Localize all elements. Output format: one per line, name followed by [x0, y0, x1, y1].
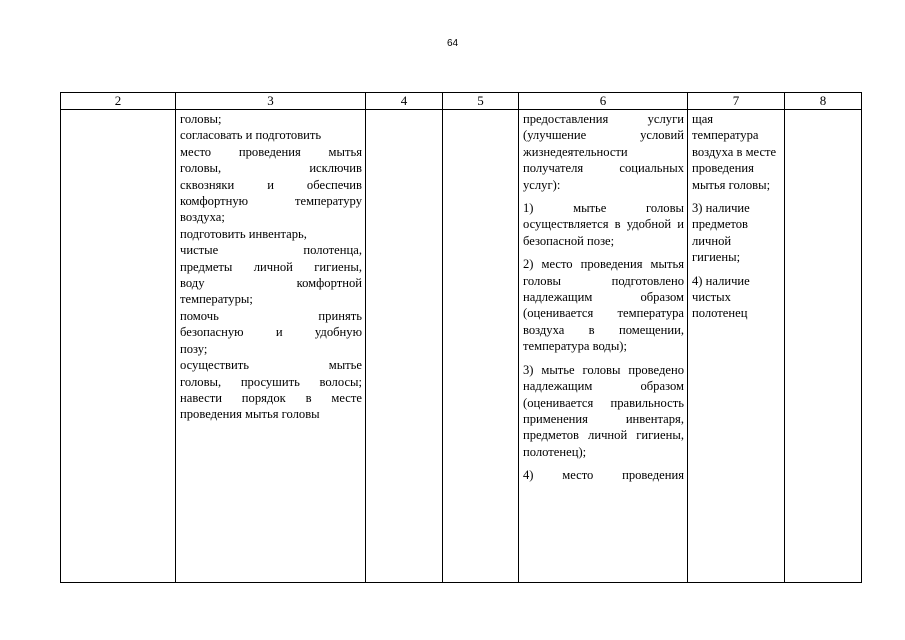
text-line: безопасную и удобную: [180, 325, 362, 340]
paragraph: 3) мытье головы проведено надлежащим образом (оценивается правильность применения инвентаря, предметов личной гигиены, полотенец);: [523, 362, 684, 459]
cell-col5: [443, 110, 519, 583]
column-header-7: 7: [688, 93, 785, 110]
column-header-5: 5: [443, 93, 519, 110]
column-header-6: 6: [519, 93, 688, 110]
cell-col4: [366, 110, 443, 583]
text-line: помочь принять: [180, 308, 362, 323]
text-line: подготовить инвентарь,: [180, 226, 307, 241]
paragraph: 4) наличие чистых полотенец: [692, 273, 750, 321]
criteria-table: [60, 92, 862, 583]
paragraph: 2) место проведения мытья головы подготовлено надлежащим образом (оценивается температура воздуха в помещении, температура воды);: [523, 257, 684, 354]
text-line: проведения мытья головы: [180, 407, 320, 422]
table-row: [61, 110, 862, 583]
paragraph: 3) наличие предметов личной гигиены;: [692, 201, 750, 265]
text-line: воду комфортной: [180, 276, 362, 291]
cell-col3: [176, 110, 366, 583]
column-header-3: 3: [176, 93, 366, 110]
cell-col8: [785, 110, 862, 583]
paragraph: щая температура воздуха в месте проведения мытья головы;: [692, 112, 777, 192]
text-line: сквозняки и обеспечив: [180, 177, 362, 192]
paragraph: 1) мытье головы осуществляется в удобной и безопасной позе;: [523, 201, 684, 248]
text-line: чистые полотенца,: [180, 243, 362, 258]
header-row: [61, 93, 862, 110]
column-header-4: 4: [366, 93, 443, 110]
text-line: воздуха;: [180, 210, 225, 225]
text-line: головы;: [180, 112, 222, 126]
cell-col6: [519, 110, 688, 583]
text-line: позу;: [180, 341, 208, 356]
text-line: температуры;: [180, 292, 253, 307]
cell-col7: [688, 110, 785, 583]
text-line: осуществить мытье: [180, 358, 362, 373]
text-line: предметы личной гигиены,: [180, 259, 362, 274]
text-line: место проведения мытья: [180, 144, 362, 159]
text-line: комфортную температуру: [180, 194, 362, 209]
text-line: головы, просушить волосы;: [180, 374, 362, 389]
text-line: головы, исключив: [180, 161, 362, 176]
column-header-8: 8: [785, 93, 862, 110]
cell-col2: [61, 110, 176, 583]
paragraph: предоставления услуги (улучшение условий жизнедеятельности получателя социальных услуг):: [523, 112, 684, 192]
column-header-2: 2: [61, 93, 176, 110]
text-line: согласовать и подготовить: [180, 128, 322, 143]
text-line: навести порядок в месте: [180, 390, 362, 405]
paragraph: 4) место проведения: [523, 468, 684, 483]
page-number: 64: [446, 38, 459, 49]
